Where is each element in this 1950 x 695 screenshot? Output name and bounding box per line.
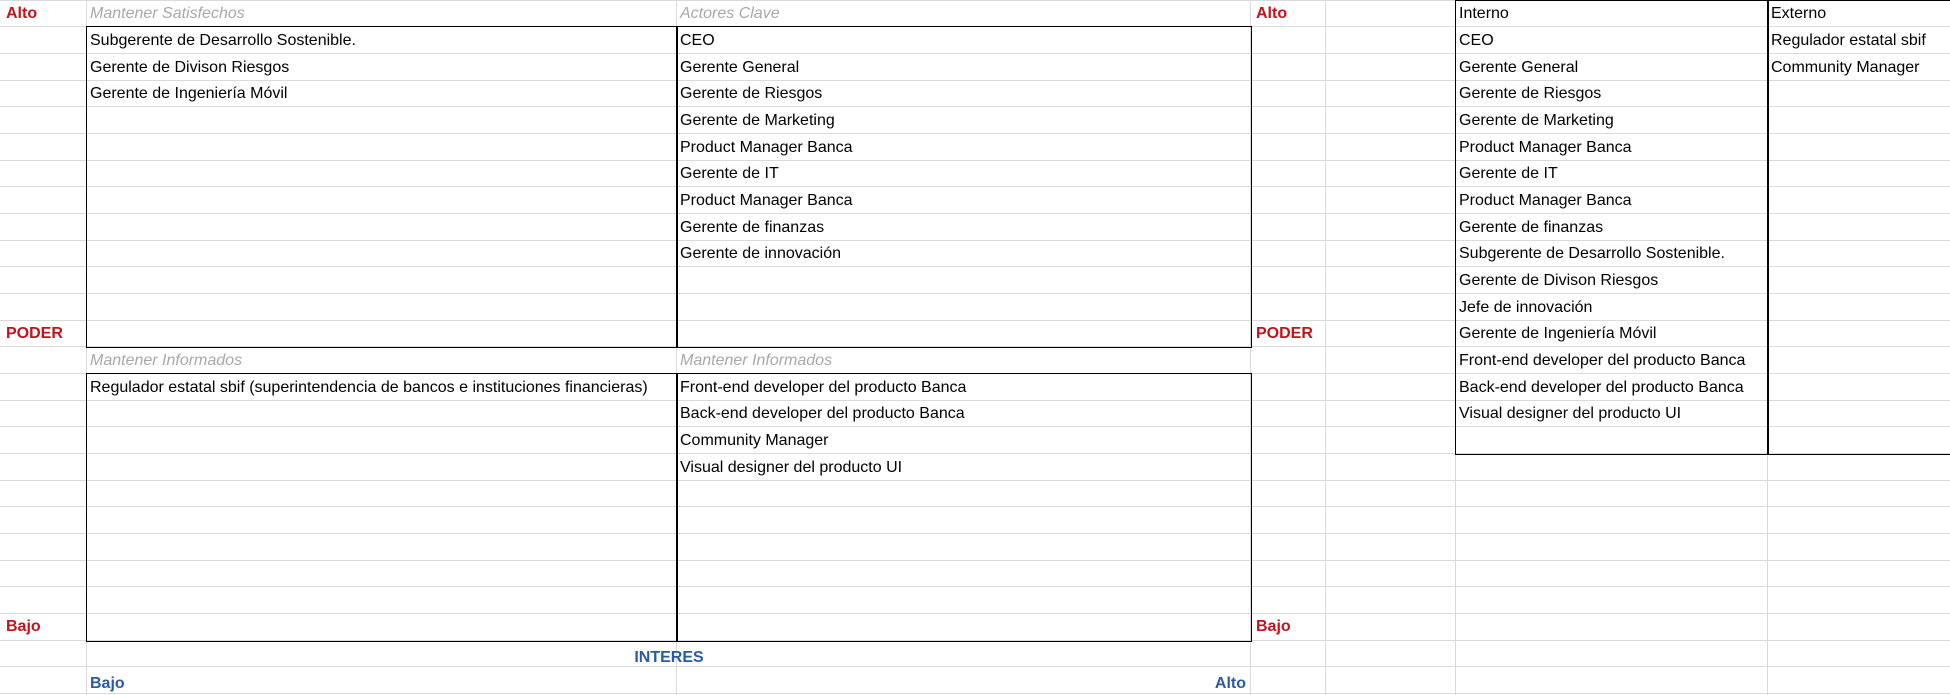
table-cell-interno[interactable]: Gerente de Ingeniería Móvil [1459,325,1657,342]
list-item[interactable]: CEO [680,32,715,49]
table-cell-interno[interactable]: CEO [1459,32,1494,49]
table-cell-interno[interactable]: Subgerente de Desarrollo Sostenible. [1459,245,1725,262]
list-item[interactable]: Gerente General [680,59,800,76]
list-item[interactable]: Gerente de finanzas [680,219,825,236]
list-item[interactable]: Gerente de Ingeniería Móvil [90,85,288,102]
right-poder-label: PODER [1256,325,1313,342]
table-cell-interno[interactable]: Product Manager Banca [1459,192,1632,209]
table-cell-externo[interactable]: Regulador estatal sbif [1771,32,1926,49]
right-poder-alto-label: Alto [1256,5,1288,22]
quadrant-title-actores-clave: Actores Clave [680,5,780,22]
list-item[interactable]: Gerente de Marketing [680,112,835,129]
quadrant-title-informados-high: Mantener Informados [680,352,833,369]
table-cell-externo[interactable]: Community Manager [1771,59,1920,76]
list-item[interactable]: Subgerente de Desarrollo Sostenible. [90,32,356,49]
table-cell-interno[interactable]: Gerente de IT [1459,165,1558,182]
list-item[interactable]: Product Manager Banca [680,139,853,156]
table-cell-interno[interactable]: Back-end developer del producto Banca [1459,379,1744,396]
table-cell-interno[interactable]: Visual designer del producto UI [1459,405,1682,422]
table-cell-interno[interactable]: Gerente de finanzas [1459,219,1604,236]
interes-bajo-label: Bajo [90,675,125,692]
interes-alto-label: Alto [1214,675,1246,692]
list-item[interactable]: Gerente de Riesgos [680,85,823,102]
table-cell-interno[interactable]: Gerente de Divison Riesgos [1459,272,1659,289]
table-cell-interno[interactable]: Front-end developer del producto Banca [1459,352,1746,369]
table-cell-interno[interactable]: Gerente de Marketing [1459,112,1614,129]
gridline [1325,0,1326,695]
poder-bajo-label: Bajo [6,618,41,635]
list-item[interactable]: Gerente de innovación [680,245,841,262]
interes-label: INTERES [634,649,704,666]
list-item[interactable]: Gerente de IT [680,165,779,182]
list-item[interactable]: Front-end developer del producto Banca [680,379,967,396]
quadrant-title-satisfechos: Mantener Satisfechos [90,5,245,22]
quadrant-title-informados-low: Mantener Informados [90,352,243,369]
right-poder-bajo-label: Bajo [1256,618,1291,635]
list-item[interactable]: Gerente de Divison Riesgos [90,59,290,76]
list-item[interactable]: Product Manager Banca [680,192,853,209]
list-item[interactable]: Visual designer del producto UI [680,459,903,476]
list-item[interactable]: Back-end developer del producto Banca [680,405,965,422]
table-header-externo[interactable]: Externo [1771,5,1827,22]
list-item[interactable]: Regulador estatal sbif (superintendencia de bancos e instituciones financieras) [90,379,648,396]
poder-label: PODER [6,325,63,342]
list-item[interactable]: Community Manager [680,432,829,449]
table-cell-interno[interactable]: Jefe de innovación [1459,299,1593,316]
table-cell-interno[interactable]: Gerente de Riesgos [1459,85,1602,102]
table-cell-interno[interactable]: Gerente General [1459,59,1579,76]
table-header-interno[interactable]: Interno [1459,5,1509,22]
poder-alto-label: Alto [6,5,38,22]
table-cell-interno[interactable]: Product Manager Banca [1459,139,1632,156]
